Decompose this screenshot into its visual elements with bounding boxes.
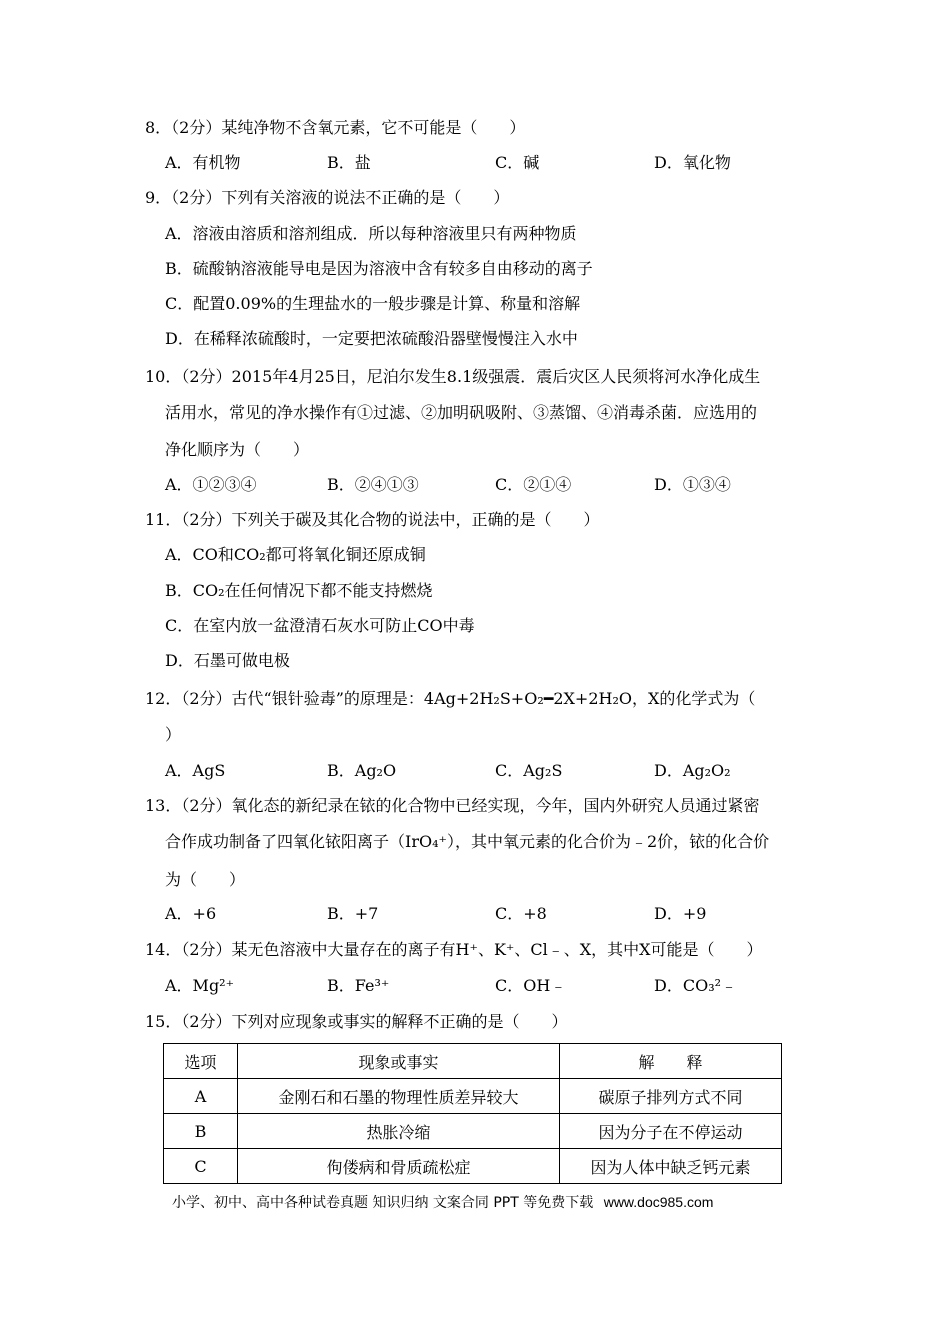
table-header-row bbox=[164, 1044, 782, 1079]
table-row bbox=[164, 1149, 782, 1184]
question-12-stem-line-1: 12．（2分）古代“银针验毒”的原理是：4Ag+2H₂S+O₂━2X+2H₂O，X的化学式为（ bbox=[145, 689, 756, 708]
option-a: A．①②③④ bbox=[165, 475, 257, 494]
table-header-cell: 现象或事实 bbox=[238, 1044, 560, 1079]
answer-table bbox=[163, 1043, 782, 1184]
option-c: C．配置0.09%的生理盐水的一般步骤是计算、称量和溶解 bbox=[165, 294, 581, 313]
question-14-stem: 14．（2分）某无色溶液中大量存在的离子有H⁺、K⁺、Cl﹣、X，其中X可能是（ ） bbox=[145, 940, 763, 959]
table-header-cell: 选项 bbox=[164, 1044, 238, 1079]
question-8-options bbox=[165, 153, 865, 173]
question-12-stem-line-2: ） bbox=[165, 725, 182, 744]
question-10-options bbox=[165, 475, 865, 495]
option-b: B．②④①③ bbox=[327, 475, 419, 494]
option-c: C．碱 bbox=[495, 153, 540, 172]
table-cell: 因为分子在不停运动 bbox=[560, 1114, 782, 1149]
table-cell: B bbox=[164, 1114, 238, 1149]
table-cell: C bbox=[164, 1149, 238, 1184]
question-10-stem-line-2: 活用水，常见的净水操作有①过滤、②加明矾吸附、③蒸馏、④消毒杀菌．应选用的 bbox=[165, 403, 758, 422]
table-cell: A bbox=[164, 1079, 238, 1114]
table-cell: 金刚石和石墨的物理性质差异较大 bbox=[238, 1079, 560, 1114]
option-a: A．CO和CO₂都可将氧化铜还原成铜 bbox=[165, 545, 426, 564]
option-c: C．OH﹣ bbox=[495, 976, 567, 995]
option-d: D．Ag₂O₂ bbox=[654, 761, 731, 780]
option-b: B．+7 bbox=[327, 904, 379, 923]
option-d: D．在稀释浓硫酸时，一定要把浓硫酸沿器壁慢慢注入水中 bbox=[165, 329, 578, 348]
option-c: C．②①④ bbox=[495, 475, 572, 494]
table-cell: 佝偻病和骨质疏松症 bbox=[238, 1149, 560, 1184]
question-10-stem-line-1: 10．（2分）2015年4月25日，尼泊尔发生8.1级强震．震后灾区人民须将河水净化成生 bbox=[145, 367, 761, 386]
option-c: C．Ag₂S bbox=[495, 761, 563, 780]
question-10-stem-line-3: 净化顺序为（ ） bbox=[165, 440, 310, 459]
question-13-stem-line-2: 合作成功制备了四氧化铱阳离子（IrO₄⁺），其中氧元素的化合价为﹣2价，铱的化合价 bbox=[165, 832, 770, 851]
question-13-options bbox=[165, 904, 865, 924]
option-b: B．盐 bbox=[327, 153, 371, 172]
table-cell: 碳原子排列方式不同 bbox=[560, 1079, 782, 1114]
table-header-cell: 解 释 bbox=[560, 1044, 782, 1079]
question-13-stem-line-3: 为（ ） bbox=[165, 870, 246, 889]
page-footer bbox=[172, 1192, 713, 1212]
option-b: B．Ag₂O bbox=[327, 761, 397, 780]
option-a: A．+6 bbox=[165, 904, 217, 923]
option-d: D．石墨可做电极 bbox=[165, 651, 290, 670]
option-a: A．AgS bbox=[165, 761, 226, 780]
question-12-options bbox=[165, 761, 865, 781]
option-d: D．①③④ bbox=[654, 475, 731, 494]
question-15-stem: 15．（2分）下列对应现象或事实的解释不正确的是（ ） bbox=[145, 1012, 568, 1031]
footer-text: 小学、初中、高中各种试卷真题 知识归纳 文案合同 PPT 等免费下载 bbox=[172, 1195, 594, 1211]
option-b: B．Fe³⁺ bbox=[327, 976, 390, 995]
table-cell: 热胀冷缩 bbox=[238, 1114, 560, 1149]
option-a: A．Mg²⁺ bbox=[165, 976, 235, 995]
option-a: A．有机物 bbox=[165, 153, 241, 172]
question-14-options bbox=[165, 976, 865, 996]
option-d: D．CO₃²﹣ bbox=[654, 976, 738, 995]
table-row bbox=[164, 1079, 782, 1114]
option-c: C．在室内放一盆澄清石灰水可防止CO中毒 bbox=[165, 616, 475, 635]
option-b: B．CO₂在任何情况下都不能支持燃烧 bbox=[165, 581, 433, 600]
option-b: B．硫酸钠溶液能导电是因为溶液中含有较多自由移动的离子 bbox=[165, 259, 593, 278]
table-row bbox=[164, 1114, 782, 1149]
option-d: D．+9 bbox=[654, 904, 707, 923]
option-d: D．氧化物 bbox=[654, 153, 731, 172]
question-9-stem: 9．（2分）下列有关溶液的说法不正确的是（ ） bbox=[145, 188, 510, 207]
question-11-stem: 11．（2分）下列关于碳及其化合物的说法中，正确的是（ ） bbox=[145, 510, 600, 529]
table-cell: 因为人体中缺乏钙元素 bbox=[560, 1149, 782, 1184]
footer-link[interactable]: www.doc985.com bbox=[603, 1194, 714, 1210]
question-8-stem: 8．（2分）某纯净物不含氧元素，它不可能是（ ） bbox=[145, 118, 526, 137]
option-a: A．溶液由溶质和溶剂组成．所以每种溶液里只有两种物质 bbox=[165, 224, 577, 243]
option-c: C．+8 bbox=[495, 904, 547, 923]
question-13-stem-line-1: 13．（2分）氧化态的新纪录在铱的化合物中已经实现，今年，国内外研究人员通过紧密 bbox=[145, 796, 760, 815]
